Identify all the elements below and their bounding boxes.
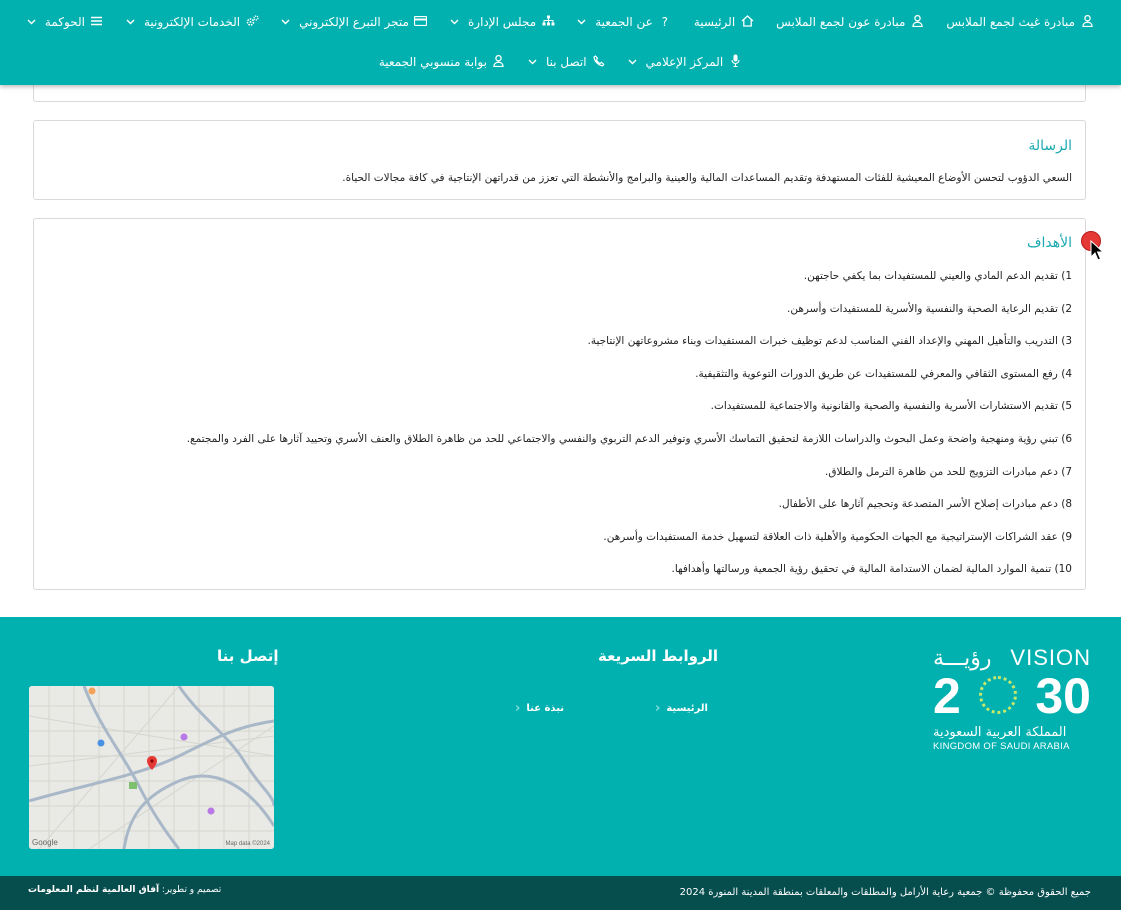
nav-item-contact[interactable]	[517, 55, 617, 70]
goal-item: 8) دعم مبادرات إصلاح الأسر المتصدعة وتحجيم آثارها على الأطفال.	[778, 498, 1072, 511]
goal-item: 6) تبني رؤية ومنهجية واضحة وعمل البحوث والدراسات اللازمة لتحقيق التماسك الأسري وتوفير الدعم التربوي والنفسي والاجتماعي للحد من ظاهرة الطلاق والعنف الأسري وتحييد آثارها على الفرد والمجتمع.	[186, 432, 1072, 445]
quick-link-label: نبذة عنا	[526, 703, 565, 714]
nav-item-staff-portal[interactable]	[368, 55, 517, 70]
goal-item: 7) دعم مبادرات التزويج للحد من ظاهرة الترمل والطلاق.	[825, 465, 1072, 478]
chevron-down-icon	[27, 19, 36, 25]
user-icon	[492, 55, 506, 70]
menu-icon	[90, 15, 104, 29]
goals-title: الأهداف	[1026, 235, 1072, 251]
nav-item-label: الرئيسية	[693, 15, 736, 29]
vision-year-right: 30	[1035, 668, 1091, 724]
credit-card-icon	[414, 15, 428, 29]
microphone-icon	[728, 54, 742, 70]
home-icon	[740, 15, 754, 30]
nav-item-label: مبادرة عون لجمع الملابس	[776, 15, 906, 29]
sitemap-icon	[541, 15, 555, 29]
goals-list	[47, 269, 1072, 595]
vision-ar-text: رؤيـــة	[933, 645, 992, 671]
site-footer	[0, 617, 1121, 876]
chevron-down-icon	[577, 19, 586, 25]
chevron-down-icon	[126, 19, 135, 25]
chevron-down-icon	[281, 19, 290, 25]
quick-links-title: الروابط السريعة	[598, 647, 719, 665]
vision-year-left: 2	[933, 668, 961, 724]
goal-item: 9) عقد الشراكات الإستراتيجية مع الجهات الحكومية والأهلية ذات العلاقة لتسهيل خدمة المستفيدات وأسرهن.	[603, 530, 1072, 543]
nav-item-label: بوابة منسوبي الجمعية	[378, 55, 487, 69]
map-graphic	[29, 686, 274, 849]
saudi-emblem-icon	[979, 676, 1017, 714]
chevron-left-icon: ‹	[655, 701, 661, 716]
question-icon: ?	[661, 15, 669, 29]
goal-item: 2) تقديم الرعاية الصحية والنفسية والأسرية للمستفيدات وأسرهن.	[787, 302, 1072, 315]
goal-item: 4) رفع المستوى الثقافي والمعرفي للمستفيدات عن طريق الدورات التوعوية والتثقيفية.	[695, 367, 1072, 380]
nav-item-label: متجر التبرع الإلكتروني	[299, 15, 409, 29]
vision-2030-logo	[933, 645, 1091, 752]
goal-item: 1) تقديم الدعم المادي والعيني للمستفيدات بما يكفي حاجتهن.	[803, 270, 1072, 282]
nav-item-media-center[interactable]	[617, 54, 754, 70]
nav-row-2	[0, 50, 1121, 74]
contact-title: إتصل بنا	[217, 647, 279, 665]
chevron-down-icon	[450, 19, 459, 25]
map-data-credit: Map data ©2024	[225, 841, 270, 847]
mouse-cursor-icon	[1090, 240, 1104, 262]
nav-row-1	[0, 10, 1121, 34]
user-icon	[1080, 15, 1094, 30]
phone-icon	[592, 55, 606, 70]
mission-title: الرسالة	[1028, 138, 1072, 154]
nav-item-label: عن الجمعية	[595, 15, 653, 29]
chevron-down-icon	[628, 59, 637, 65]
main-navbar	[0, 0, 1121, 85]
goal-item: 3) التدريب والتأهيل المهني والإعداد الفني المناسب لدعم توظيف خبرات المستفيدات وبناء مشروعاتهن الإنتاجية.	[587, 335, 1072, 348]
nav-item-about[interactable]	[566, 15, 683, 29]
developer-credit-prefix: تصميم و تطوير:	[159, 885, 222, 895]
kingdom-en-text: KINGDOM OF SAUDI ARABIA	[933, 741, 1070, 752]
nav-item-board[interactable]	[439, 15, 566, 29]
goal-item: 10) تنمية الموارد المالية لضمان الاستدامة المالية في تحقيق رؤية الجمعية ورسالتها وأهدافها.	[671, 563, 1072, 576]
developer-credit	[28, 885, 221, 895]
nav-item-label: الحوكمة	[44, 15, 85, 29]
nav-item-label: الخدمات الإلكترونية	[143, 15, 241, 29]
chevron-down-icon	[528, 59, 537, 65]
quick-link-label: الرئيسية	[666, 703, 708, 714]
nav-item-aoun[interactable]	[765, 15, 935, 30]
goals-card	[33, 218, 1086, 590]
vision-en-text: VISION	[1010, 645, 1091, 670]
nav-item-governance[interactable]	[16, 15, 115, 29]
nav-item-donation-store[interactable]	[270, 15, 439, 29]
location-map[interactable]	[29, 686, 274, 849]
nav-item-label: مبادرة غيث لجمع الملابس	[946, 15, 1076, 29]
kingdom-ar-text: المملكة العربية السعودية	[933, 725, 1067, 740]
nav-item-home[interactable]	[683, 15, 765, 30]
developer-company-link[interactable]: آفاق العالمية لنظم المعلومات	[28, 885, 160, 895]
mission-card	[33, 120, 1086, 200]
mission-text: السعي الدؤوب لتحسن الأوضاع المعيشية للفئات المستهدفة وتقديم المساعدات المالية والعينية والبرامج والأنشطة التي تعزز من قدراتهن الإنتاجية في كافة مجالات الحياة.	[342, 172, 1072, 184]
nav-item-e-services[interactable]	[115, 15, 270, 30]
nav-item-gheeth[interactable]	[935, 15, 1105, 30]
nav-item-label: المركز الإعلامي	[645, 55, 724, 69]
nav-item-label: اتصل بنا	[545, 55, 587, 69]
user-icon	[910, 15, 924, 30]
google-logo: Google	[32, 838, 58, 847]
chevron-left-icon: ‹	[515, 701, 521, 716]
quick-link-about[interactable]	[515, 701, 564, 716]
gears-icon	[245, 15, 259, 30]
quick-link-home[interactable]	[655, 701, 708, 716]
copyright-bar	[0, 876, 1121, 910]
nav-item-label: مجلس الإدارة	[467, 15, 537, 29]
goal-item: 5) تقديم الاستشارات الأسرية والنفسية والصحية والقانونية والاجتماعية للمستفيدات.	[710, 400, 1072, 413]
copyright-text: جميع الحقوق محفوظة © جمعية رعاية الأرامل والمطلقات والمعلقات بمنطقة المدينة المنورة 2024	[679, 887, 1091, 898]
